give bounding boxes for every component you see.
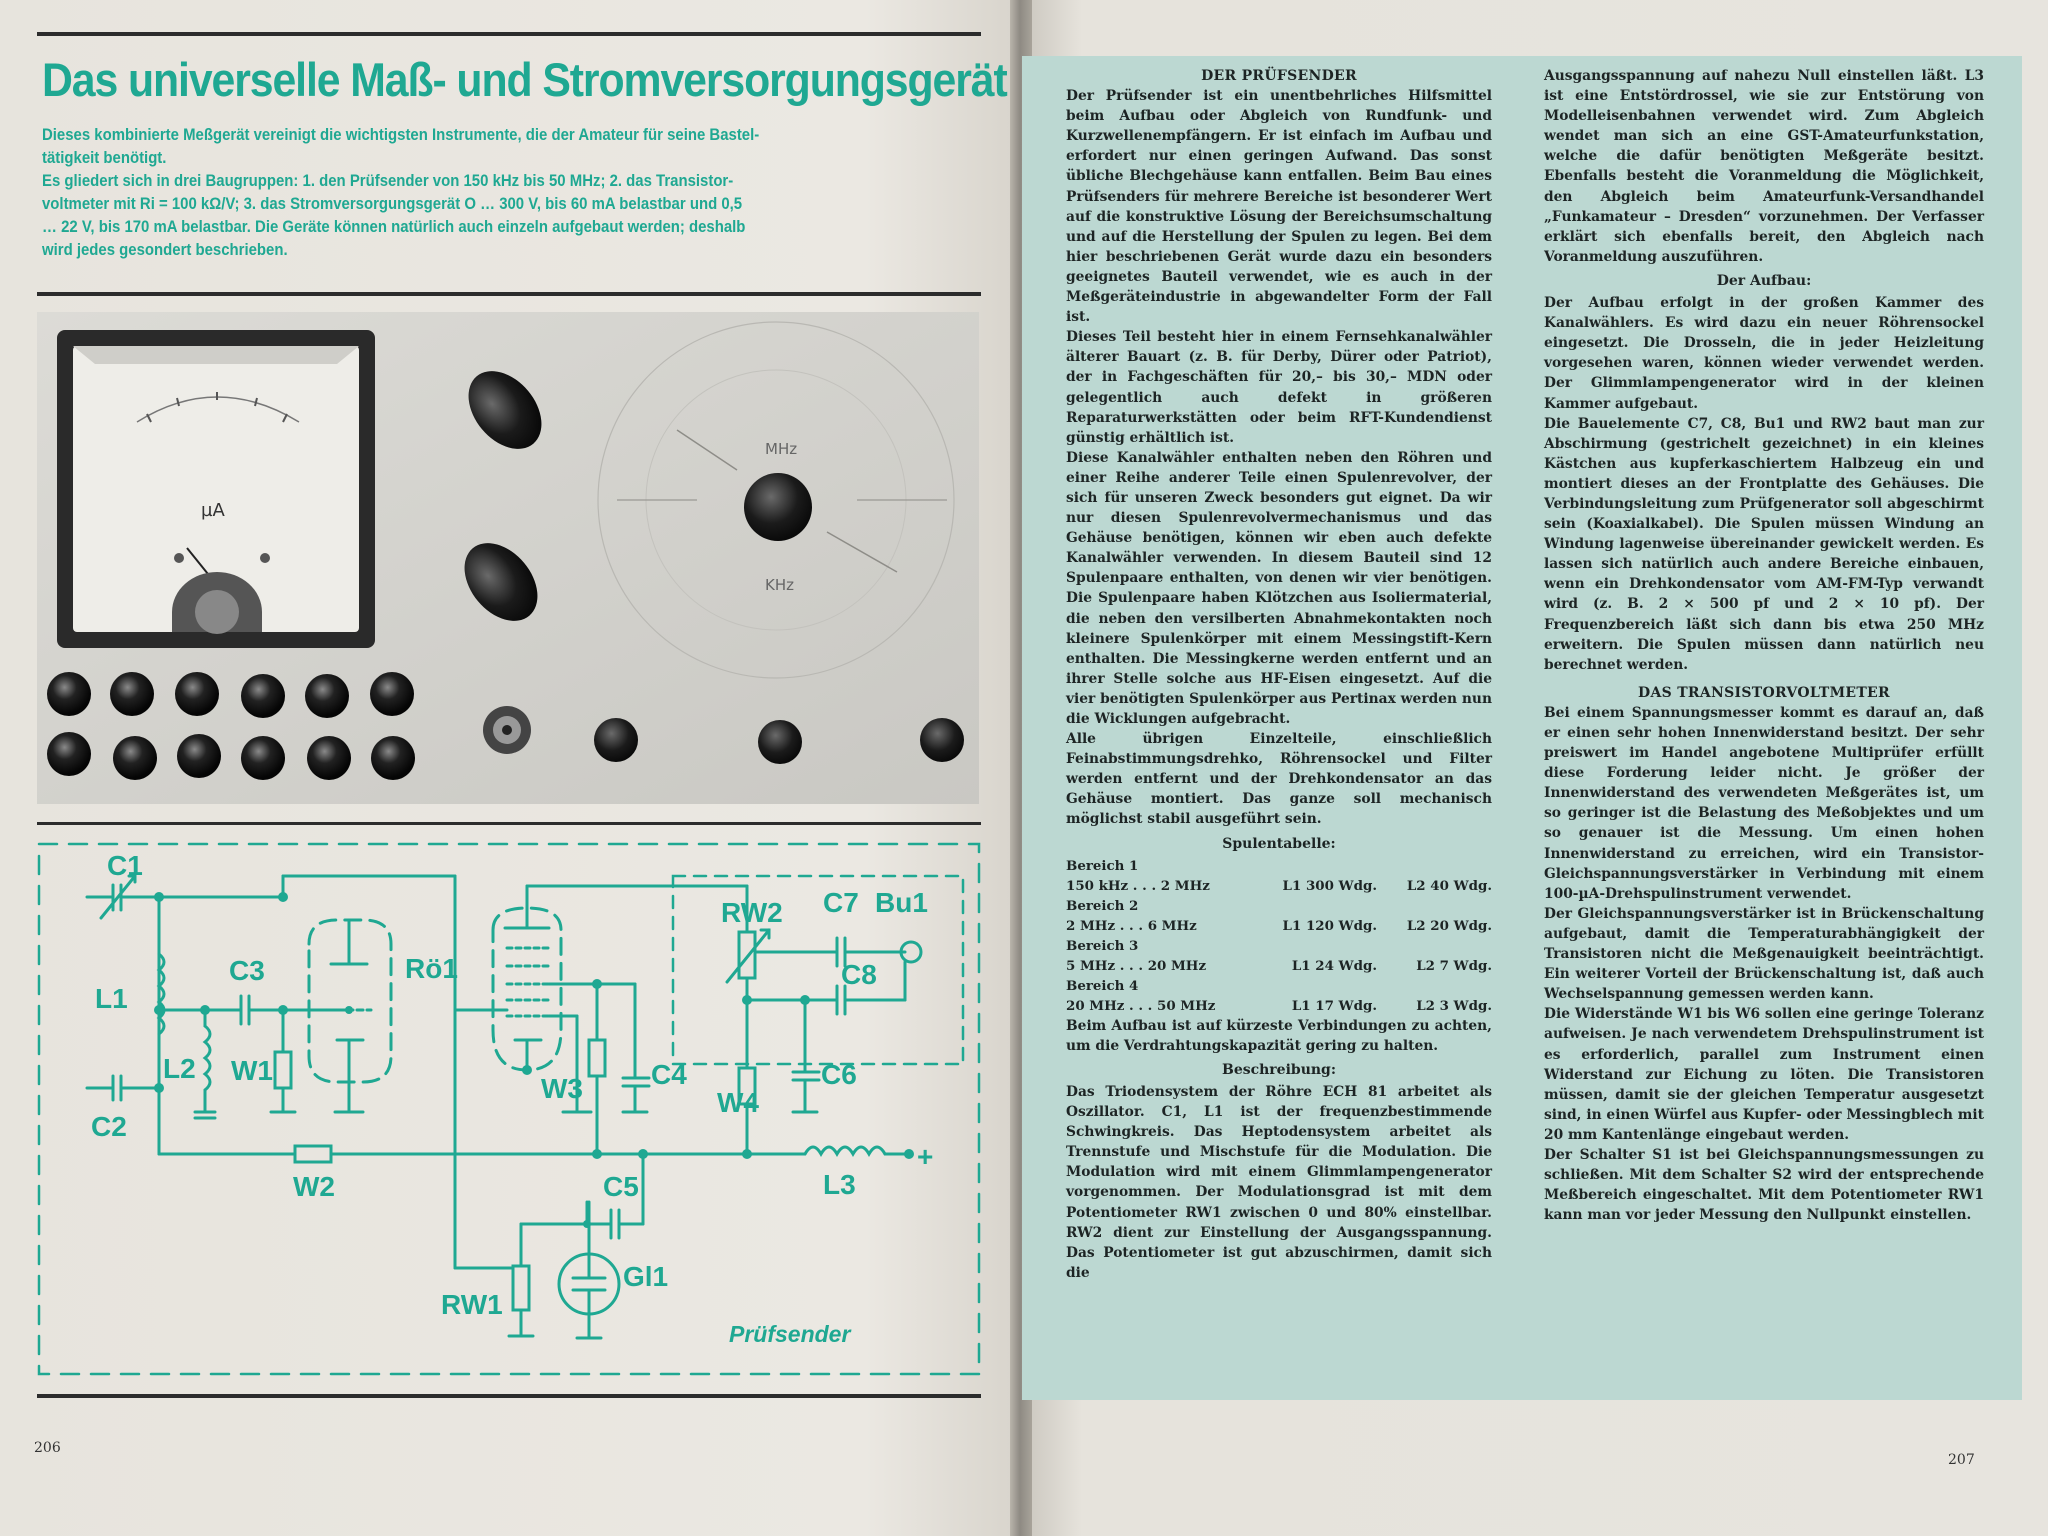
- paragraph: Dieses Teil besteht hier in einem Fernsehkanalwähler älterer Bauart (z. B. für Derby, Dürer oder Patriot), der in Fachgeschäften für 20,– bis 30,– MDN oder gelegentlich auch defekt in größeren Reparaturwerkstätten oder beim RFT-Kundendienst günstig erhältlich ist.: [1066, 329, 1492, 446]
- label-c1: C1: [107, 850, 143, 881]
- schematic-pruefsender: [37, 830, 985, 1390]
- table-cell: 150 kHz . . . 2 MHz: [1066, 877, 1210, 894]
- coil-table: [1066, 856, 1492, 1016]
- dial-label-mhz: MHz: [765, 440, 798, 458]
- meter-unit: µA: [201, 500, 225, 521]
- table-row: [1066, 996, 1492, 1016]
- lead-line: Es gliedert sich in drei Baugruppen: 1. den Prüfsender von 150 kHz bis 50 MHz; 2. das Transistor-: [42, 172, 734, 190]
- label-w4: W4: [717, 1087, 759, 1118]
- column-2: [1544, 66, 1984, 1225]
- device-photo: [37, 312, 979, 804]
- table-cell: L1 120 Wdg.: [1282, 917, 1377, 934]
- label-c5: C5: [603, 1171, 639, 1202]
- meter: [57, 330, 375, 648]
- lead-line: tätigkeit benötigt.: [42, 149, 167, 167]
- paragraph: Der Aufbau erfolgt in der großen Kammer des Kanalwählers. Es wird dazu ein neuer Röhrensockel eingesetzt. Die Drosseln, die in jeder Heizleitung vorgesehen waren, können wieder verwendet werden. Der Glimmlampengenerator wird in der kleinen Kammer aufgebaut.: [1544, 295, 1984, 412]
- label-w2: W2: [293, 1171, 335, 1202]
- label-w1: W1: [231, 1055, 273, 1086]
- table-cell: L1 300 Wdg.: [1282, 877, 1377, 894]
- sub-heading-aufbau: Der Aufbau:: [1716, 272, 1812, 289]
- lead-line: … 22 V, bis 170 mA belastbar. Die Geräte können natürlich auch einzeln aufgebaut werden; deshalb: [42, 218, 746, 236]
- sub-heading-beschreibung: Beschreibung:: [1221, 1061, 1337, 1078]
- label-c8: C8: [841, 959, 877, 990]
- lead-rule: [37, 292, 981, 296]
- label-c7: C7: [823, 887, 859, 918]
- table-cell: L2 7 Wdg.: [1416, 957, 1492, 974]
- column-1: [1066, 66, 1492, 1283]
- paragraph: Ausgangsspannung auf nahezu Null einstellen läßt. L3 ist eine Entstördrossel, wie sie zur Entstörung von Modelleisenbahnen verwendet wird. Zum Abgleich wendet man sich an eine GST-Amateurfunkstation, welche die dafür benötigten Meßgeräte besitzt. Ebenfalls besteht die Voranmeldung die Möglichkeit, den Abgleich beim Amateurfunk-Versandhandel „Funkamateur – Dresden“ vorzunehmen. Der Verfasser erklärt sich ebenfalls bereit, den Abgleich nach Voranmeldung auszuführen.: [1544, 68, 1984, 265]
- paragraph: Das Triodensystem der Röhre ECH 81 arbeitet als Oszillator. C1, L1 ist der frequenzbestimmende Schwingkreis. Das Heptodensystem arbeitet als Trennstufe und Mischstufe für die Modulation. Die Modulation wird mit einem Glimmlampengenerator vorgenommen. Der Modulationsgrad ist mit dem Potentiometer RW1 zwischen 0 und 80% einstellbar. RW2 dient zur Einstellung der Ausgangsspannung. Das Potentiometer ist gut abzuschirmen, damit sich die: [1066, 1083, 1492, 1281]
- table-cell: Bereich 1: [1066, 857, 1139, 874]
- page-number-right: 207: [1948, 1452, 1975, 1468]
- label-bu1: Bu1: [875, 887, 928, 918]
- table-row: [1066, 876, 1492, 896]
- label-rw2: RW2: [721, 897, 783, 928]
- table-cell: 2 MHz . . . 6 MHz: [1066, 917, 1197, 934]
- table-row: [1066, 896, 1492, 916]
- dial-label-khz: KHz: [765, 576, 794, 594]
- label-gl1: Gl1: [623, 1261, 669, 1292]
- table-heading: Spulentabelle:: [1222, 835, 1336, 852]
- label-roe1: Rö1: [405, 953, 458, 984]
- coax-socket: [483, 706, 531, 754]
- page-number-left: 206: [34, 1440, 61, 1456]
- paragraph: Diese Kanalwähler enthalten neben den Röhren und einer Reihe anderer Teile einen Spulenrevolver, der sich für unseren Zweck besonders gut eignet. Da wir nur diesen Spulenrevolvermechanismus und das Gehäuse benötigen, können wir eben auch defekte Kanalwähler verwenden. In diesem Bauteil sind 12 Spulenpaare enthalten, von denen wir vier benötigen. Die Spulenpaare haben Klötzchen aus Isoliermaterial, die neben den versilberten Abnahmekontakten noch kleinere Spulenkörper mit einem Messingstift-Kern enthalten. Die Messingkerne werden entfernt und an ihrer Stelle solche aus HF-Eisen eingesetzt. Auf die vier benötigten Spulenkörper aus Pertinax werden nun die Wicklungen aufgebracht.: [1066, 449, 1492, 727]
- label-l3: L3: [823, 1169, 856, 1200]
- label-w3: W3: [541, 1073, 583, 1104]
- article-title: Das universelle Maß- und Stromversorgungsgerät: [42, 53, 1007, 106]
- photo-rule: [37, 822, 981, 825]
- label-l2: L2: [163, 1053, 196, 1084]
- article-lead: [42, 124, 983, 262]
- table-row: [1066, 956, 1492, 976]
- paragraph: Die Widerstände W1 bis W6 sollen eine geringe Toleranz aufweisen. Je nach verwendetem Drehspulinstrument ist es erforderlich, parallel zum Instrument einen Widerstand zur Eichung zu löten. Die Transistoren müssen, damit sie der gleichen Temperatur ausgesetzt sind, in einen Würfel aus Kupfer- oder Messingblech mit 20 mm Kantenlänge eingebaut werden.: [1544, 1006, 1984, 1143]
- table-row: [1066, 916, 1492, 936]
- section-heading-transistorvoltmeter: DAS TRANSISTORVOLTMETER: [1638, 684, 1890, 701]
- paragraph: Der Prüfsender ist ein unentbehrliches Hilfsmittel beim Aufbau oder Abgleich von Rundfunk- und Kurzwellenempfängern. Er ist einfach im Aufbau und erfordert nur einen geringen Aufwand. Das sonst übliche Blechgehäuse kann entfallen. Beim Bau eines Prüfsenders für mehrere Bereiche ist besonderer Wert auf die konstruktive Lösung der Bereichsumschaltung und auf die Herstellung der Spulen zu legen. Bei dem hier beschriebenen Gerät wurde dazu ein besonders geeignetes Bauteil verwendet, wie es auch in der Meßgeräteindustrie in abgewandelter Form der Fall ist.: [1066, 88, 1492, 326]
- label-rw1: RW1: [441, 1289, 503, 1320]
- table-cell: 5 MHz . . . 20 MHz: [1066, 957, 1207, 974]
- section-heading-pruefsender: DER PRÜFSENDER: [1201, 68, 1357, 84]
- table-cell: L1 24 Wdg.: [1291, 957, 1377, 974]
- paragraph: Der Schalter S1 ist bei Gleichspannungsmessungen zu schließen. Mit dem Schalter S2 wird der entsprechende Meßbereich eingeschaltet. Mit dem Potentiometer RW1 kann man vor jeder Messung den Nullpunkt einstellen.: [1544, 1146, 1984, 1224]
- paragraph: Der Gleichspannungsverstärker ist in Brückenschaltung aufgebaut, damit die Temperaturabhängigkeit der Transistoren nicht die Meßgenauigkeit beeinträchtigt. Ein weiterer Vorteil der Brückenschaltung ist, daß auch Wechselspannung gemessen werden kann.: [1544, 905, 1984, 1003]
- lead-line: voltmeter mit Ri = 100 kΩ/V; 3. das Stromversorgungsgerät O … 300 V, bis 60 mA belastbar und 0,5: [42, 195, 743, 213]
- table-cell: Bereich 3: [1066, 937, 1139, 954]
- label-c6: C6: [821, 1059, 857, 1090]
- lead-line: Dieses kombinierte Meßgerät vereinigt die wichtigsten Instrumente, die der Amateur für seine Bastel-: [42, 126, 760, 144]
- label-c4: C4: [651, 1059, 687, 1090]
- bottom-rule: [37, 1394, 981, 1398]
- label-c2: C2: [91, 1111, 127, 1142]
- table-cell: Bereich 4: [1066, 977, 1139, 994]
- table-row: [1066, 936, 1492, 956]
- label-c3: C3: [229, 955, 265, 986]
- paragraph: Die Bauelemente C7, C8, Bu1 und RW2 baut man zur Abschirmung (gestrichelt gezeichnet) in ein kleines Kästchen aus kupferkaschiertem Halbzeug ein und montiert dieses an der Frontplatte des Gehäuses. Die Verbindungsleitung zum Prüfgenerator soll abgeschirmt sein (Koaxialkabel). Die Spulen müssen Windung an Windung lagenweise übereinander gewickelt werden. Es lassen sich natürlich auch andere Bereiche einbauen, wenn ein Drehkondensator vom AM-FM-Typ verwandt wird (z. B. 2 × 500 pf und 2 × 10 pf). Der Frequenzbereich läßt sich dann bis etwa 250 MHz erweitern. Die Spulen müssen dann natürlich neu berechnet werden.: [1544, 415, 1984, 673]
- table-cell: Bereich 2: [1066, 897, 1139, 914]
- lead-line: wird jedes gesondert beschrieben.: [42, 241, 288, 259]
- paragraph: Beim Aufbau ist auf kürzeste Verbindungen zu achten, um die Verdrahtungskapazität gering zu halten.: [1066, 1017, 1492, 1054]
- table-cell: L1 17 Wdg.: [1291, 997, 1377, 1014]
- label-l1: L1: [95, 983, 128, 1014]
- label-plus: +: [917, 1141, 934, 1172]
- schematic-caption: Prüfsender: [729, 1321, 851, 1347]
- table-row: [1066, 856, 1492, 876]
- paragraph: Bei einem Spannungsmesser kommt es darauf an, daß er einen sehr hohen Innenwiderstand besitzt. Der sehr preiswert im Handel angebotene Multiprüfer erfüllt diese Forderung leider nicht. Je größer der Innenwiderstand des verwendeten Meßgerätes ist, um so geringer ist die Belastung des Meßobjektes und um so genauer ist die Messung. Um einen hohen Innenwiderstand zu erreichen, wird ein Transistor-Gleichspannungsverstärker in Verbindung mit einem 100-µA-Drehspulinstrument verwendet.: [1544, 704, 1984, 902]
- table-row: [1066, 976, 1492, 996]
- table-cell: 20 MHz . . . 50 MHz: [1066, 997, 1216, 1014]
- table-cell: L2 3 Wdg.: [1416, 997, 1492, 1014]
- table-cell: L2 20 Wdg.: [1406, 917, 1492, 934]
- top-rule: [37, 32, 981, 36]
- table-cell: L2 40 Wdg.: [1406, 877, 1492, 894]
- paragraph: Alle übrigen Einzelteile, einschließlich Feinabstimmungsdrehko, Röhrensockel und Filter werden entfernt und der Drehkondensator an das Gehäuse montiert. Das ganze soll mechanisch möglichst stabil ausgeführt sein.: [1066, 731, 1492, 828]
